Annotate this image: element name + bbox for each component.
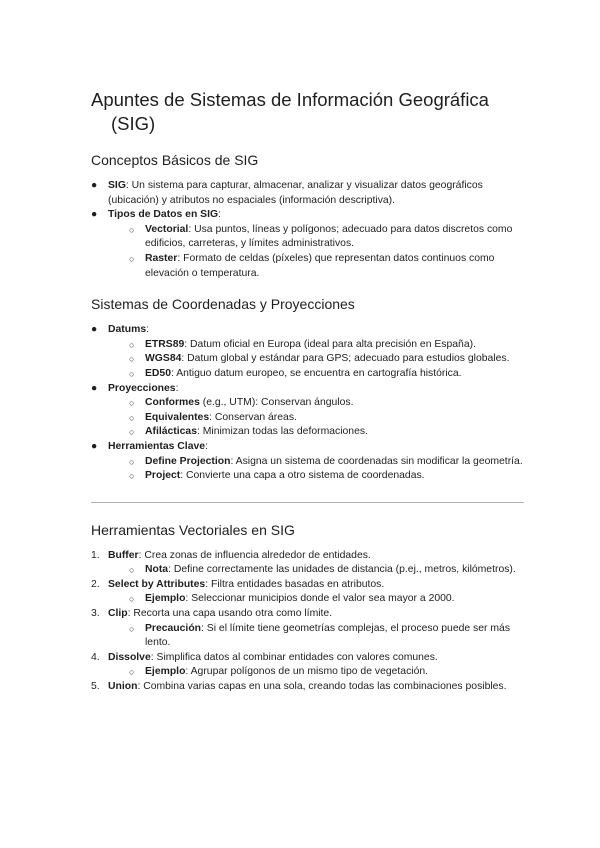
list-item: 4. Dissolve: Simplifica datos al combinar entidades con valores comunes. ○ Ejemplo: Agrupar polígonos de un mismo tipo de vegetación. xyxy=(91,651,524,680)
list-item: 2. Select by Attributes: Filtra entidades basadas en atributos. ○ Ejemplo: Seleccionar municipios donde el valor sea mayor a 2000. xyxy=(91,578,524,607)
section-heading-vectoriales: Herramientas Vectoriales en SIG xyxy=(91,521,295,538)
sub-list xyxy=(108,592,524,607)
circle-bullet-icon: ○ xyxy=(129,667,135,678)
bullet-icon: ● xyxy=(91,324,98,336)
section-heading-conceptos: Conceptos Básicos de SIG xyxy=(91,152,259,168)
list-item: ○ Ejemplo: Seleccionar municipios donde el valor sea mayor a 2000. xyxy=(108,592,524,607)
list-item: ○ ETRS89: Datum oficial en Europa (ideal para alta precisión en España). xyxy=(108,338,524,353)
circle-bullet-icon: ○ xyxy=(129,339,135,350)
section-heading-coordenadas: Sistemas de Coordenadas y Proyecciones xyxy=(91,296,355,313)
list-item: ○ Ejemplo: Agrupar polígonos de un mismo tipo de vegetación. xyxy=(108,665,524,680)
list-item: ○ Afilácticas: Minimizan todas las deformaciones. xyxy=(108,425,524,440)
circle-bullet-icon: ○ xyxy=(129,471,135,482)
circle-bullet-icon: ○ xyxy=(129,354,135,365)
list-item: ○ Vectorial: Usa puntos, líneas y polígonos; adecuado para datos discretos como edificios, carreteras, y límites administrativos. xyxy=(129,223,513,250)
list-item: ● Datums: ○ ETRS89: Datum oficial en Europa (ideal para alta precisión en España). ○ WGS84: Datum global y estándar para GPS; adecuado para estudios globales. ○ ED50: Antiguo datum europeo, se encuentra en cartografía histórica. xyxy=(91,323,524,381)
sub-list xyxy=(108,665,524,680)
list-item: ○ WGS84: Datum global y estándar para GPS; adecuado para estudios globales. xyxy=(108,352,524,367)
coordenadas-list xyxy=(91,323,524,484)
list-item: ● Proyecciones: ○ Conformes (e.g., UTM): Conservan ángulos. ○ Equivalentes: Conservan áreas. ○ Afilácticas: Minimizan todas las deformaciones. xyxy=(91,382,524,440)
circle-bullet-icon: ○ xyxy=(129,253,135,264)
conceptos-list xyxy=(91,179,524,281)
sub-list xyxy=(108,455,524,484)
circle-bullet-icon: ○ xyxy=(129,398,135,409)
list-item: 5. Union: Combina varias capas en una sola, creando todas las combinaciones posibles. xyxy=(91,681,507,693)
bullet-icon: ● xyxy=(91,180,98,191)
list-item: 3. Clip: Recorta una capa usando otra como límite. ○ Precaución: Si el límite tiene geometrías complejas, el proceso puede ser más lento. xyxy=(91,607,524,651)
list-item: ○ Equivalentes: Conservan áreas. xyxy=(108,411,524,426)
sub-list xyxy=(108,622,524,651)
list-item: ○ Project: Convierte una capa a otro sistema de coordenadas. xyxy=(108,469,524,484)
bullet-icon: ● xyxy=(91,382,98,394)
sub-list xyxy=(108,223,524,281)
sub-list xyxy=(108,563,524,578)
list-item: ○ Precaución: Si el límite tiene geometrías complejas, el proceso puede ser más lento. xyxy=(129,622,511,649)
page-title: Apuntes de Sistemas de Información Geográfica (SIG) xyxy=(91,89,489,134)
circle-bullet-icon: ○ xyxy=(129,427,135,438)
vectoriales-list xyxy=(91,549,524,695)
sub-list xyxy=(108,338,524,382)
bullet-icon: ● xyxy=(91,440,98,452)
horizontal-rule xyxy=(91,502,524,503)
sub-list xyxy=(108,396,524,440)
circle-bullet-icon: ○ xyxy=(129,412,135,423)
circle-bullet-icon: ○ xyxy=(129,456,135,467)
list-item: ● Tipos de Datos en SIG: ○ Vectorial: Usa puntos, líneas y polígonos; adecuado para datos discretos como edificios, carreteras, y límites administrativos. ○ Raster: Formato de celdas (píxeles) que representan datos continuos como elevación o temperatura. xyxy=(91,208,524,281)
circle-bullet-icon: ○ xyxy=(129,594,135,605)
circle-bullet-icon: ○ xyxy=(129,565,135,576)
circle-bullet-icon: ○ xyxy=(129,623,135,634)
list-item: ○ ED50: Antiguo datum europeo, se encuentra en cartografía histórica. xyxy=(108,367,524,382)
bullet-icon: ● xyxy=(91,209,98,221)
list-item: 1. Buffer: Crea zonas de influencia alrededor de entidades. ○ Nota: Define correctamente las unidades de distancia (p.ej., metros, kilómetros). xyxy=(91,549,524,578)
list-item: ○ Define Projection: Asigna un sistema de coordenadas sin modificar la geometría. xyxy=(108,455,524,470)
circle-bullet-icon: ○ xyxy=(129,368,135,379)
list-item: ○ Raster: Formato de celdas (píxeles) que representan datos continuos como elevación o temperatura. xyxy=(129,252,495,279)
list-item: ○ Conformes (e.g., UTM): Conservan ángulos. xyxy=(108,396,524,411)
circle-bullet-icon: ○ xyxy=(129,224,135,235)
list-item: ● SIG: Un sistema para capturar, almacenar, analizar y visualizar datos geográficos (ubicación) y atributos no espaciales (información descriptiva). xyxy=(91,180,483,206)
list-item: ○ Nota: Define correctamente las unidades de distancia (p.ej., metros, kilómetros). xyxy=(108,563,524,578)
list-item: ● Herramientas Clave: ○ Define Projection: Asigna un sistema de coordenadas sin modificar la geometría. ○ Project: Convierte una capa a otro sistema de coordenadas. xyxy=(91,440,524,484)
